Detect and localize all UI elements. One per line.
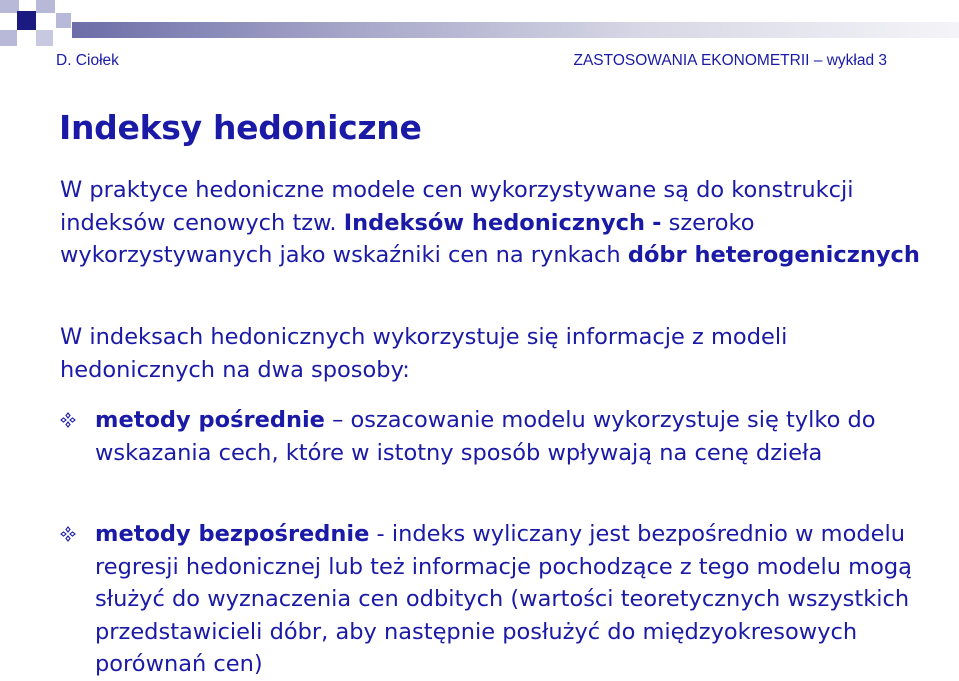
header-course: ZASTOSOWANIA EKONOMETRII – wykład 3 — [573, 52, 887, 69]
header-author: D. Ciołek — [56, 52, 119, 69]
bullet-text-direct — [95, 518, 940, 681]
paragraph-methods: W indeksach hedonicznych wykorzystuje się informacje z modeli hedonicznych na dwa sposoby: — [60, 324, 788, 383]
intro-bold-1: Indeksów hedonicznych — [343, 209, 645, 236]
header-gradient-bar — [72, 22, 959, 38]
four-diamond-bullet-icon — [60, 412, 76, 428]
intro-text-3: szeroko wykorzystywanych jako wskaźniki cen na rynkach — [60, 209, 755, 268]
bullet-text-indirect — [95, 404, 940, 469]
bullet-bold-indirect: metody pośrednie — [95, 407, 325, 433]
bullet-desc-direct: - indeks wyliczany jest bezpośrednio w modelu regresji hedonicznej lub też informacje pochodzące z tego modelu mogą służyć do wyznaczenia cen odbitych (wartości teoretycznych wszystkich przedstawicieli dóbr, aby następnie posłużyć do międzyokresowych porównań cen) — [95, 521, 912, 677]
bullet-bold-direct: metody bezpośrednie — [95, 521, 370, 547]
intro-bold-2: - — [652, 209, 662, 236]
four-diamond-bullet-icon — [60, 526, 76, 542]
bullet-item-indirect — [60, 404, 940, 469]
bullet-item-direct — [60, 518, 940, 681]
intro-text-1: W praktyce hedoniczne modele cen wykorzystywane są do konstrukcji indeksów cenowych tzw. — [60, 177, 854, 236]
intro-bold-3: dóbr heterogenicznych — [627, 242, 920, 268]
bullet-desc-indirect: – oszacowanie modelu wykorzystuje się tylko do wskazania cech, które w istotny sposób wpływają na cenę dzieła — [95, 407, 876, 466]
paragraph-intro — [60, 174, 940, 272]
slide-title: Indeksy hedoniczne — [59, 108, 422, 147]
